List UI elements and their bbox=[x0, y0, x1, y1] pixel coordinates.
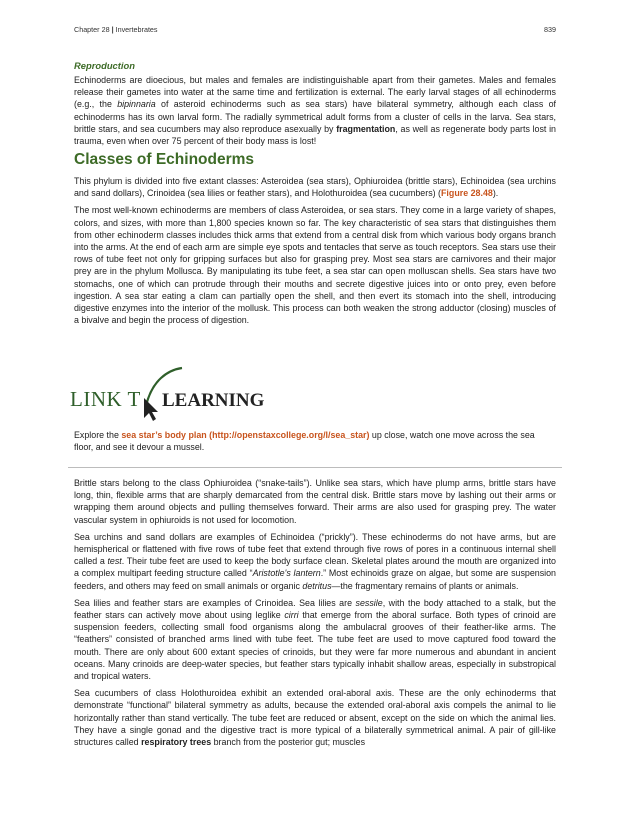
classes-p1-text: This phylum is divided into five extant classes: Asteroidea (sea stars), Ophiuroidea (brittle stars), Echinoidea (sea urchins and sand dollars), Crinoidea (sea lilies or feather stars), and Holothuroidea (sea cucumbers) ( bbox=[74, 176, 556, 199]
term-respiratory-trees: respiratory trees bbox=[141, 737, 212, 748]
lilies-text-2: , with the body attached to a stalk, but the feather stars can actively move about using leglike bbox=[74, 597, 556, 621]
link-to-learning-logo bbox=[70, 362, 310, 422]
classes-heading: Classes of Echinoderms bbox=[74, 151, 255, 168]
sea-star-body-plan-link[interactable]: sea star’s body plan (http://openstaxcollege.org/l/sea_star) bbox=[121, 430, 370, 440]
classes-p1-end: ). bbox=[492, 188, 499, 199]
term-detritus: detritus bbox=[302, 580, 332, 591]
link-to-learning-graphic bbox=[70, 362, 310, 422]
brittle-stars-paragraph: Brittle stars belong to the class Ophiuroidea (“snake-tails”). Unlike sea stars, which have plump arms, brittle stars have long, thin, flexible arms that are sharply demarcated from the central disk. Brittle stars move by lashing out their arms or wrapping them around objects and pulling themselves forward. Their arms are also used for grasping prey. The water vascular system in ophiuroids is not used for locomotion. bbox=[74, 478, 556, 525]
callout-intro: Explore the bbox=[74, 430, 122, 440]
term-fragmentation: fragmentation bbox=[336, 123, 396, 134]
urchins-text-3: .” Most echinoids graze on algae, but some are suspension feeders, and others may feed on small animals or organic bbox=[74, 568, 556, 591]
reproduction-text-3: , as well as regenerate body parts lost in trauma, even when over 75 percent of their body mass is lost! bbox=[74, 123, 556, 147]
callout-outro: up close, watch one move across the sea floor, and see it devour a mussel. bbox=[74, 430, 535, 453]
chapter-title: Invertebrates bbox=[115, 25, 158, 34]
sea-cucumbers-paragraph bbox=[74, 687, 556, 748]
page-number: 839 bbox=[544, 25, 556, 34]
term-bipinnaria: bipinnaria bbox=[117, 99, 156, 110]
cucumbers-text-2: branch from the posterior gut; muscles bbox=[211, 737, 366, 748]
reproduction-section bbox=[74, 60, 556, 147]
header-separator: | bbox=[111, 25, 114, 34]
classes-continued bbox=[74, 477, 556, 748]
term-test: test bbox=[107, 556, 122, 567]
urchins-text-4: —the fragmentary remains of plants or animals. bbox=[331, 580, 519, 591]
reproduction-text-1: Echinoderms are dioecious, but males and females are indistinguishable apart from their gametes. Males and females release their gametes into water at the same time and fertilization is external. The early larval stages of all echinoderms (e.g., the bbox=[74, 75, 556, 110]
cursor-arrow-icon bbox=[144, 398, 158, 421]
callout-divider bbox=[68, 467, 562, 468]
cucumbers-text-1: Sea cucumbers of class Holothuroidea exhibit an extended oral-aboral axis. These are the only echinoderms that demonstrate “functional” bilateral symmetry as adults, because the extended oral-aboral axis compels the animal to lie horizontally rather than stand vertically. The tube feet are reduced or absent, except on the side on which the animal lies. They have a single gonad and the digestive tract is more typical of a bilaterally symmetrical animal. A pair of gill-like structures called bbox=[74, 688, 556, 748]
sea-urchins-paragraph bbox=[74, 531, 556, 592]
term-sessile: sessile bbox=[355, 597, 383, 608]
lilies-text-3: that emerge from the aboral surface. Both types of crinoid are suspension feeders, collecting small food organisms along the ambulacral grooves of their feather-like arms. The “feathers” consisted of branched arms lined with tube feet. The tube feet are used to move captured food toward the mouth. There are only about 600 extant species of crinoids, but they were far more numerous and abundant in ancient oceans. Many crinoids are deep-water species, but feather stars typically inhabit shallow areas, especially in substropical and tropical waters. bbox=[74, 610, 556, 682]
reproduction-text-2: of asteroid echinoderms such as sea stars) have bilateral symmetry, although each class of echinoderms has its own larval form. The radially symmetrical adult forms from a cluster of cells in the larva. Sea stars, brittle stars, and sea cucumbers may also reproduce asexually by bbox=[74, 99, 556, 134]
link-to-learning-callout bbox=[74, 429, 556, 453]
logo-text-link: LINK T bbox=[70, 387, 141, 411]
chapter-label: Chapter 28 bbox=[74, 25, 110, 34]
term-aristotles-lantern: Aristotle's lantern bbox=[252, 568, 321, 579]
classes-section bbox=[74, 151, 556, 326]
sea-lilies-paragraph bbox=[74, 597, 556, 682]
chapter-header bbox=[74, 25, 158, 34]
urchins-text-2: . Their tube feet are used to keep the body surface clean. Skeletal plates around the mouth are organized into a complex multipart feeding structure called “ bbox=[74, 556, 556, 579]
figure-link[interactable]: Figure 28.48 bbox=[441, 188, 493, 199]
logo-text-learning: LEARNING bbox=[162, 390, 265, 411]
term-cirri: cirri bbox=[284, 610, 299, 621]
urchins-text-1: Sea urchins and sand dollars are examples of Echinoidea (“prickly”). These echinoderms do not have arms, but are hemispherical or flattened with five rows of tube feet that extend through five rows of pores in a continuous internal shell called a bbox=[74, 531, 556, 567]
page-header bbox=[74, 25, 556, 37]
reproduction-heading: Reproduction bbox=[74, 60, 135, 71]
classes-paragraph-2: The most well-known echinoderms are members of class Asteroidea, or sea stars. They come in a large variety of shapes, colors, and sizes, with more than 1,800 species known so far. The key characteristic of sea stars that distinguishes them from other echinoderm classes includes thick arms that extend from a central disk from which various body organs branch into the arms. At the end of each arm are simple eye spots and tentacles that serve as touch receptors. Sea stars use their rows of tube feet not only for gripping surfaces but also for grasping prey. Most sea stars are carnivores and their major prey are in the phylum Mollusca. By manipulating its tube feet, a sea star can open molluscan shells. Sea stars have two stomachs, one of which can protrude through their mouths and secrete digestive juices into or onto prey, even before ingestion. A sea star eating a clam can partially open the shell, and then evert its stomach into the shell, introducing digestive enzymes into the interior of the mollusk. This process can both weaken the strong adductor (closing) muscles of a bivalve and begin the process of digestion. bbox=[74, 205, 556, 326]
reproduction-paragraph bbox=[74, 74, 556, 147]
classes-paragraph-1 bbox=[74, 175, 556, 199]
lilies-text-1: Sea lilies and feather stars are examples of Crinoidea. Sea lilies are bbox=[74, 597, 356, 608]
